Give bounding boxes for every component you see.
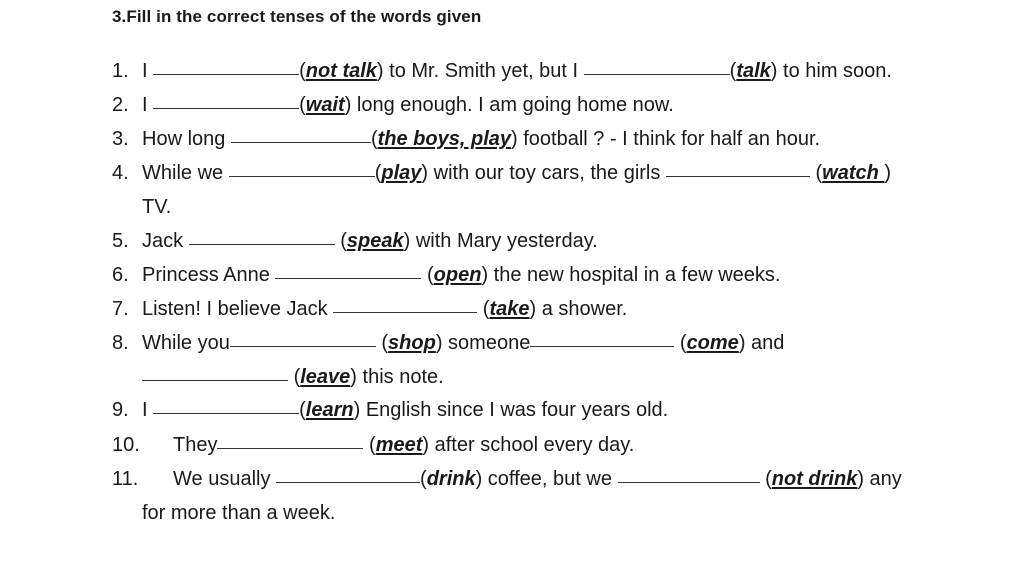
- item-number: 3.: [112, 128, 129, 150]
- paren: (: [299, 399, 306, 421]
- verb-hint: talk: [736, 60, 771, 82]
- item-8-continuation: [142, 364, 444, 390]
- paren: (: [340, 230, 347, 252]
- item-4: [112, 160, 891, 186]
- verb-hint: shop: [388, 332, 436, 354]
- answer-blank[interactable]: [276, 481, 420, 483]
- paren: (: [765, 468, 772, 490]
- item-text: We usually: [173, 468, 271, 490]
- item-text: ) with Mary yesterday.: [403, 230, 598, 252]
- answer-blank[interactable]: [618, 481, 760, 483]
- paren: (: [482, 298, 490, 320]
- item-text: I: [142, 399, 148, 421]
- paren: (: [370, 128, 378, 150]
- item-text: I: [142, 94, 148, 116]
- answer-blank[interactable]: [530, 345, 674, 347]
- item-text: Listen! I believe Jack: [142, 298, 328, 320]
- answer-blank[interactable]: [333, 311, 477, 313]
- answer-blank[interactable]: [231, 141, 371, 143]
- paren: (: [381, 332, 389, 354]
- item-4-continuation: TV.: [142, 196, 172, 218]
- paren: (: [293, 366, 301, 388]
- item-number: 5.: [112, 230, 129, 252]
- verb-hint: not talk: [305, 60, 377, 82]
- paren: (: [679, 332, 687, 354]
- answer-blank[interactable]: [229, 175, 375, 177]
- item-number: 7.: [112, 298, 129, 320]
- item-text: ) football ? - I think for half an hour.: [511, 128, 821, 150]
- answer-blank[interactable]: [153, 107, 299, 109]
- item-11: [112, 466, 902, 492]
- item-text: ) to Mr. Smith yet, but I: [376, 60, 579, 82]
- item-text: ) any: [857, 468, 902, 490]
- item-3: [112, 126, 820, 152]
- answer-blank[interactable]: [142, 379, 288, 381]
- exercise-title: 3.Fill in the correct tenses of the words given: [112, 7, 482, 26]
- item-text: I: [142, 60, 148, 82]
- verb-hint: watch: [822, 162, 885, 184]
- answer-blank[interactable]: [217, 447, 363, 449]
- item-number: 6.: [112, 264, 129, 286]
- item-text: While we: [142, 162, 224, 184]
- item-number: 9.: [112, 399, 129, 421]
- paren: (: [374, 162, 382, 184]
- item-text: ) this note.: [350, 366, 444, 388]
- verb-hint: come: [686, 332, 739, 354]
- verb-hint: drink: [426, 468, 476, 490]
- answer-blank[interactable]: [275, 277, 421, 279]
- item-text: ) English since I was four years old.: [353, 399, 669, 421]
- item-number: 8.: [112, 332, 129, 354]
- item-5: [112, 228, 598, 254]
- item-number: 1.: [112, 60, 129, 82]
- item-number: 4.: [112, 162, 129, 184]
- item-text: ) someone: [435, 332, 531, 354]
- verb-hint: take: [489, 298, 530, 320]
- item-text: While you: [142, 332, 230, 354]
- verb-hint: meet: [375, 434, 423, 456]
- answer-blank[interactable]: [189, 243, 335, 245]
- answer-blank[interactable]: [666, 175, 810, 177]
- verb-hint: leave: [300, 366, 351, 388]
- item-text: They: [173, 434, 218, 456]
- item-text: ) coffee, but we: [475, 468, 612, 490]
- verb-hint: speak: [346, 230, 404, 252]
- item-text: ) to him soon.: [770, 60, 892, 82]
- verb-hint: wait: [305, 94, 345, 116]
- item-text: ) and: [738, 332, 785, 354]
- answer-blank[interactable]: [153, 73, 299, 75]
- item-text: ) a shower.: [529, 298, 628, 320]
- item-2: [112, 92, 674, 118]
- paren: (: [369, 434, 376, 456]
- item-6: [112, 262, 780, 288]
- item-10: [112, 432, 634, 458]
- item-number: 2.: [112, 94, 129, 116]
- item-text: ) after school every day.: [422, 434, 635, 456]
- item-text: Princess Anne: [142, 264, 270, 286]
- verb-hint: open: [433, 264, 482, 286]
- item-text: ) with our toy cars, the girls: [421, 162, 661, 184]
- paren: (: [729, 60, 737, 82]
- item-8: [112, 330, 784, 356]
- verb-hint: play: [381, 162, 422, 184]
- item-text: Jack: [142, 230, 184, 252]
- paren: (: [299, 94, 306, 116]
- item-number: 11.: [112, 468, 139, 490]
- item-text: ): [884, 162, 892, 184]
- item-text: ) long enough. I am going home now.: [344, 94, 674, 116]
- verb-hint: learn: [305, 399, 354, 421]
- paren: (: [420, 468, 427, 490]
- item-9: [112, 397, 668, 423]
- answer-blank[interactable]: [584, 73, 730, 75]
- paren: (: [815, 162, 823, 184]
- item-1: [112, 58, 892, 84]
- verb-hint: the boys, play: [377, 128, 511, 150]
- item-text: ) the new hospital in a few weeks.: [481, 264, 781, 286]
- item-number: 10.: [112, 434, 140, 456]
- verb-hint: not drink: [771, 468, 858, 490]
- paren: (: [299, 60, 306, 82]
- item-text: How long: [142, 128, 226, 150]
- answer-blank[interactable]: [153, 412, 299, 414]
- item-11-continuation: for more than a week.: [142, 502, 336, 524]
- paren: (: [426, 264, 434, 286]
- answer-blank[interactable]: [230, 345, 376, 347]
- item-7: [112, 296, 627, 322]
